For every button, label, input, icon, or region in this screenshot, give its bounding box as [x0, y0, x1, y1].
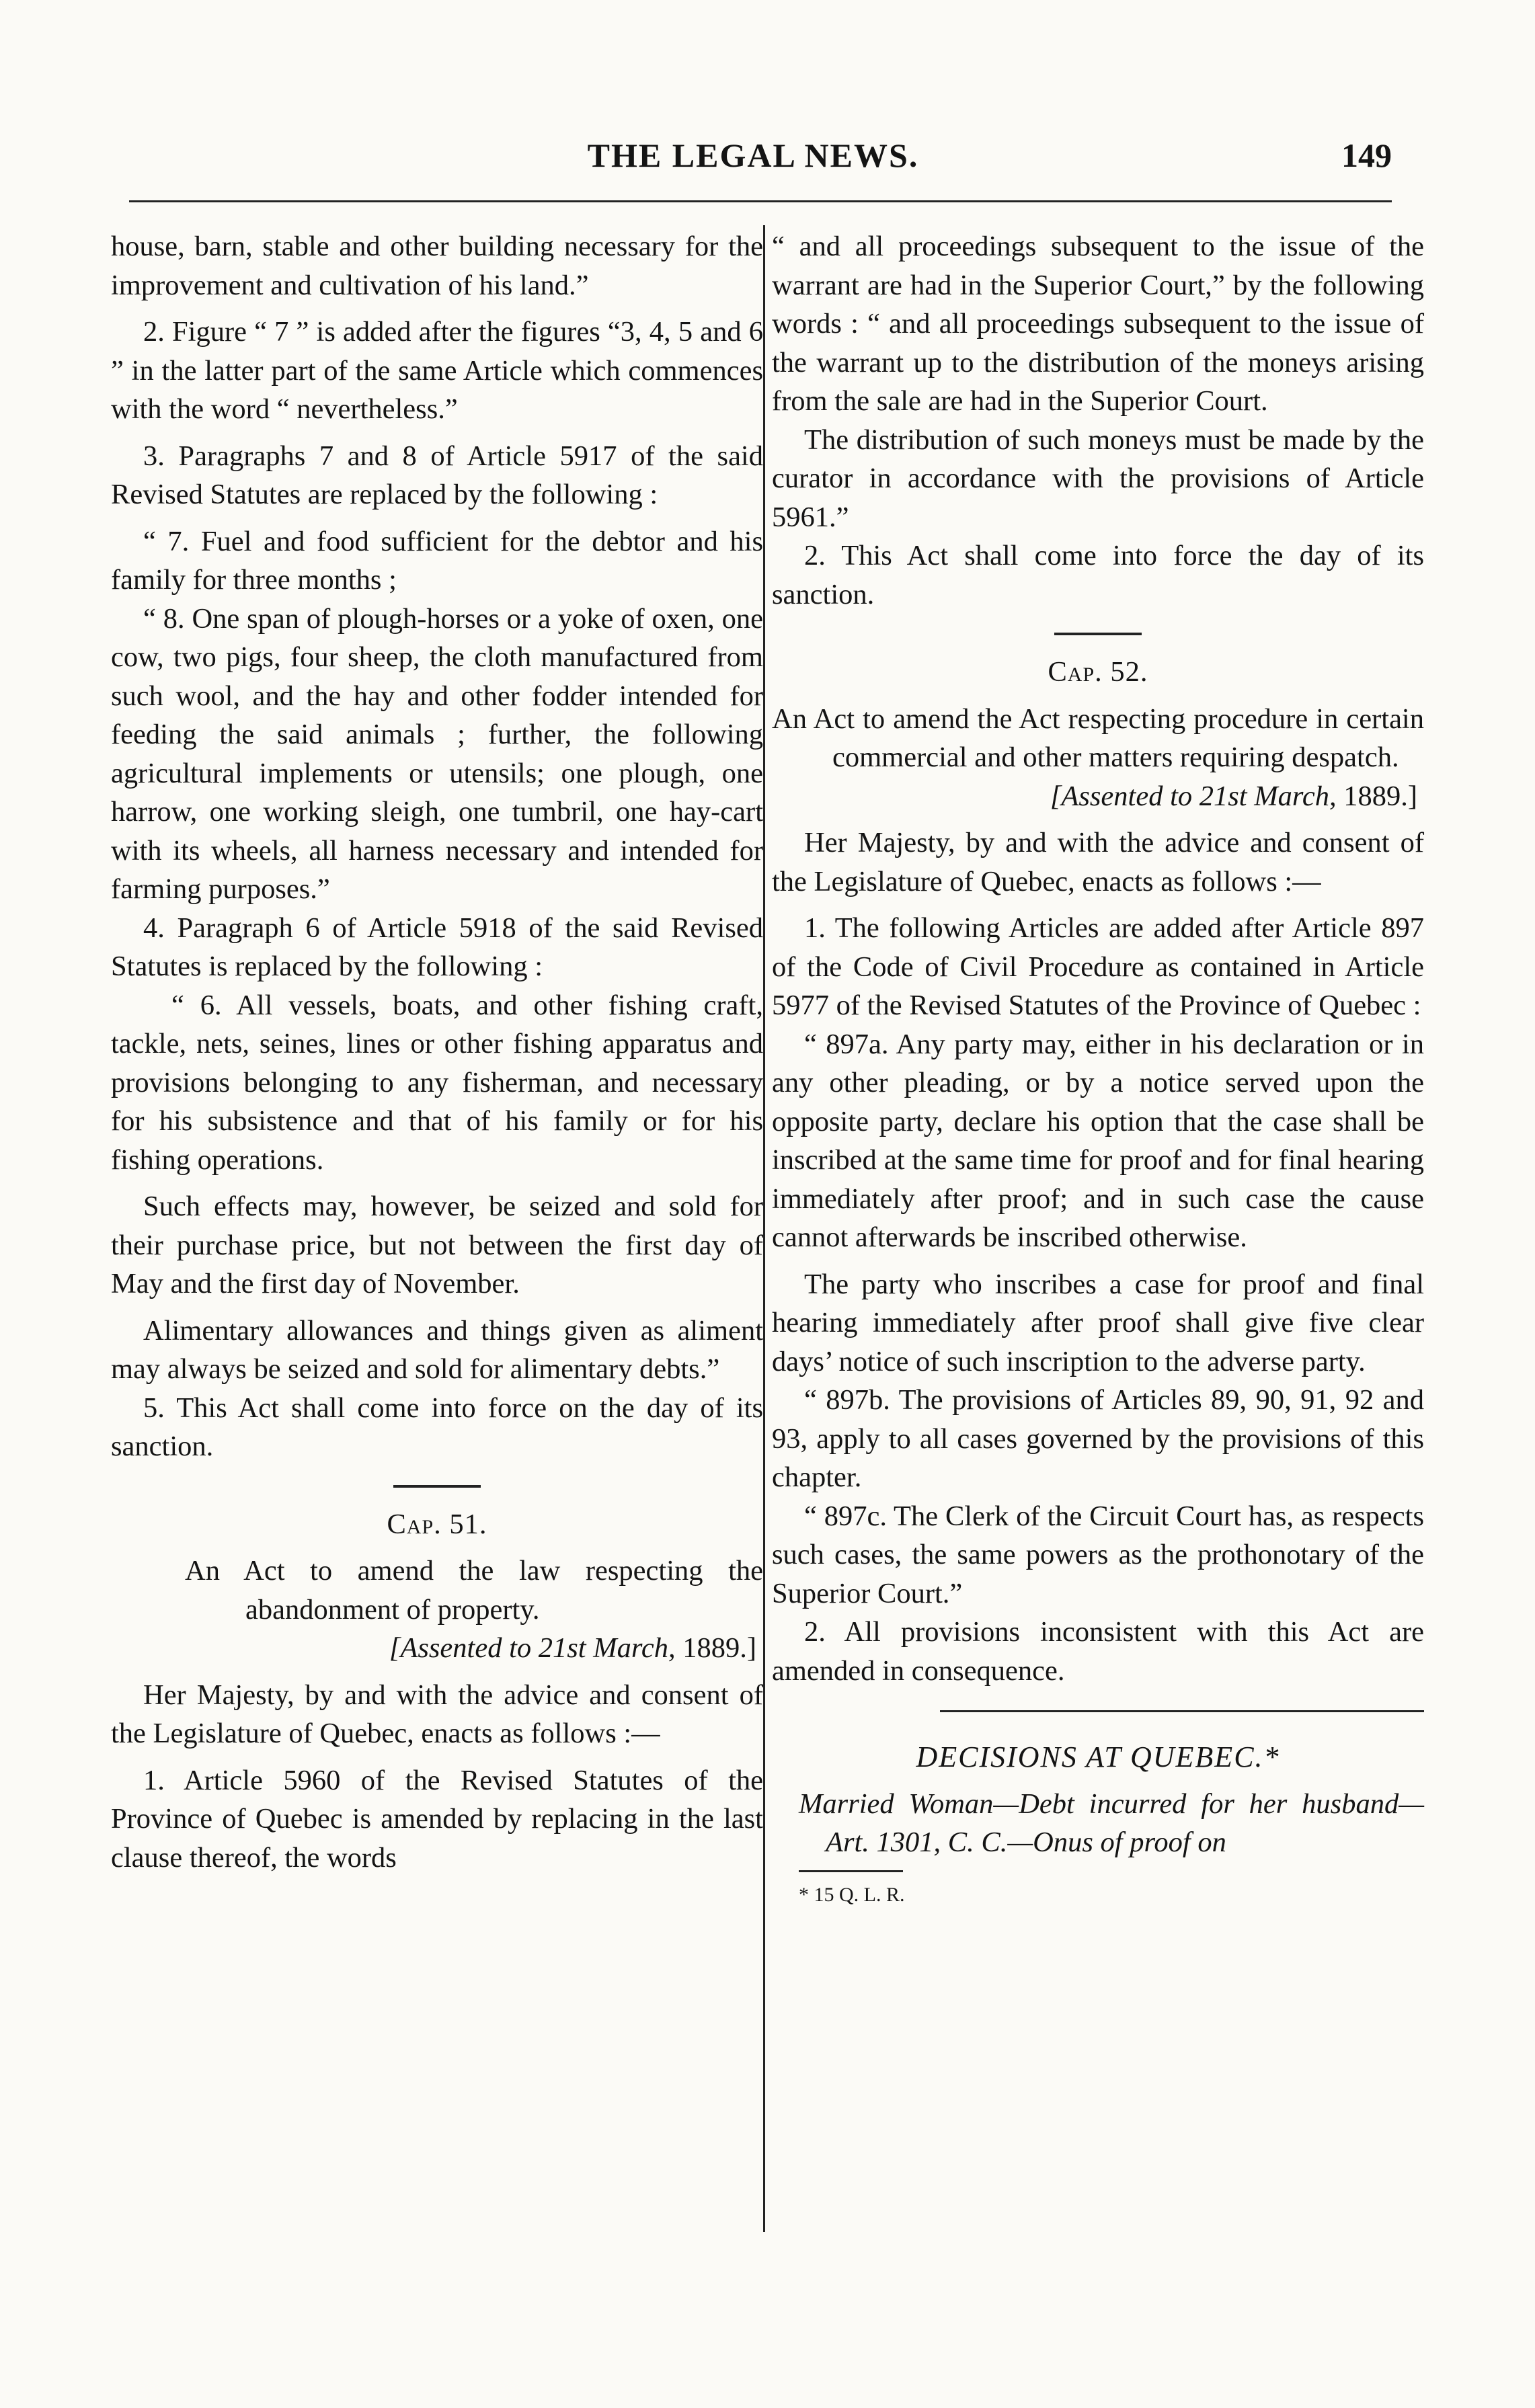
paragraph: 2. All provisions inconsistent with this Act are amended in consequence. [772, 1616, 1424, 1687]
paragraph: 1. The following Articles are added after Article 897 of the Code of Civil Procedure as contained in Article 5977 of the Revised Statutes of the Province of Quebec : [772, 912, 1424, 1021]
act-title: An Act to amend the law respecting the abandonment of property. [185, 1555, 763, 1626]
quoted-paragraph: “ 897a. Any party may, either in his declaration or in any other pleading, or by a notice served upon the opposite party, declare his option that the case shall be inscribed at the same time for proof and for final hearing immediately after proof; and in such case the cause cannot afterwards be inscribed otherwise. [772, 1028, 1424, 1253]
chapter-heading: Cap. 52. [1048, 656, 1148, 688]
section-rule [1054, 633, 1142, 635]
quoted-paragraph: “ 897b. The provisions of Articles 89, 90, 91, 92 and 93, apply to all cases governed by the provisions of this chapter. [772, 1384, 1424, 1493]
paragraph: 1. Article 5960 of the Revised Statutes of the Province of Quebec is amended by replacing in the last clause thereof, the words [111, 1764, 763, 1874]
paragraph: The distribution of such moneys must be made by the curator in accordance with the provisions of Article 5961.” [772, 424, 1424, 533]
paragraph: 2. This Act shall come into force the day of its sanction. [772, 540, 1424, 610]
paragraph: Her Majesty, by and with the advice and consent of the Legislature of Quebec, enacts as follows :— [111, 1679, 763, 1749]
running-title: THE LEGAL NEWS. [587, 136, 919, 174]
act-title: An Act to amend the Act respecting procedure in certain commercial and other matters requiring despatch. [772, 703, 1424, 773]
assent-line: [Assented to 21st March, 1889.] [389, 1632, 756, 1664]
quoted-paragraph: “ 7. Fuel and food sufficient for the debtor and his family for three months ; [111, 525, 763, 596]
page-header [114, 132, 1392, 179]
paragraph: house, barn, stable and other building necessary for the improvement and cultivation of his land.” [111, 231, 763, 301]
paragraph: Such effects may, however, be seized and sold for their purchase price, but not between the first day of May and the first day of November. [111, 1191, 763, 1299]
column-divider [763, 225, 765, 2232]
footnote-rule [799, 1870, 903, 1872]
assent-line: [Assented to 21st March, 1889.] [1050, 780, 1417, 812]
paragraph: Alimentary allowances and things given as aliment may always be seized and sold for alimentary debts.” [111, 1314, 763, 1385]
decision-headnote: Married Woman—Debt incurred for her husband—Art. 1301, C. C.—Onus of proof on [799, 1788, 1424, 1858]
paragraph: 3. Paragraphs 7 and 8 of Article 5917 of the said Revised Statutes are replaced by the following : [111, 440, 763, 510]
paragraph: The party who inscribes a case for proof and final hearing immediately after proof shall give five clear days’ notice of such inscription to the adverse party. [772, 1268, 1424, 1377]
quoted-paragraph: “ 6. All vessels, boats, and other fishing craft, tackle, nets, seines, lines or other fishing apparatus and provisions belonging to any fisherman, and necessary for his subsistence and that of his family or for his fishing operations. [111, 989, 763, 1176]
quoted-paragraph: “ 8. One span of plough-horses or a yoke of oxen, one cow, two pigs, four sheep, the cloth manufactured from such wool, and the hay and other fodder intended for feeding the said animals ; further, the following agricultural implements or utensils; one plough, one harrow, one working sleigh, one tumbril, one hay-cart with its wheels, all harness necessary and intended for farming purposes.” [111, 602, 763, 905]
left-column [111, 227, 763, 1877]
right-column [772, 227, 1424, 1909]
chapter-heading: Cap. 51. [387, 1508, 487, 1540]
paragraph: 5. This Act shall come into force on the day of its sanction. [111, 1392, 763, 1462]
quoted-paragraph: “ 897c. The Clerk of the Circuit Court has, as respects such cases, the same powers as the prothonotary of the Superior Court.” [772, 1500, 1424, 1609]
footnote: * 15 Q. L. R. [799, 1883, 905, 1906]
paragraph: 2. Figure “ 7 ” is added after the figures “3, 4, 5 and 6 ” in the latter part of the same Article which commences with the word “ nevertheless.” [111, 316, 763, 425]
section-rule [940, 1710, 1424, 1712]
paragraph: “ and all proceedings subsequent to the issue of the warrant are had in the Superior Court,” by the following words : “ and all proceedings subsequent to the issue of the warrant up to the distribution of the moneys arising from the sale are had in the Superior Court. [772, 231, 1424, 417]
paragraph: Her Majesty, by and with the advice and consent of the Legislature of Quebec, enacts as follows :— [772, 827, 1424, 897]
paragraph: 4. Paragraph 6 of Article 5918 of the said Revised Statutes is replaced by the following : [111, 912, 763, 982]
page-number: 149 [1341, 136, 1392, 174]
section-heading: DECISIONS AT QUEBEC.* [916, 1740, 1280, 1773]
section-rule [393, 1485, 481, 1488]
header-rule [129, 200, 1392, 202]
